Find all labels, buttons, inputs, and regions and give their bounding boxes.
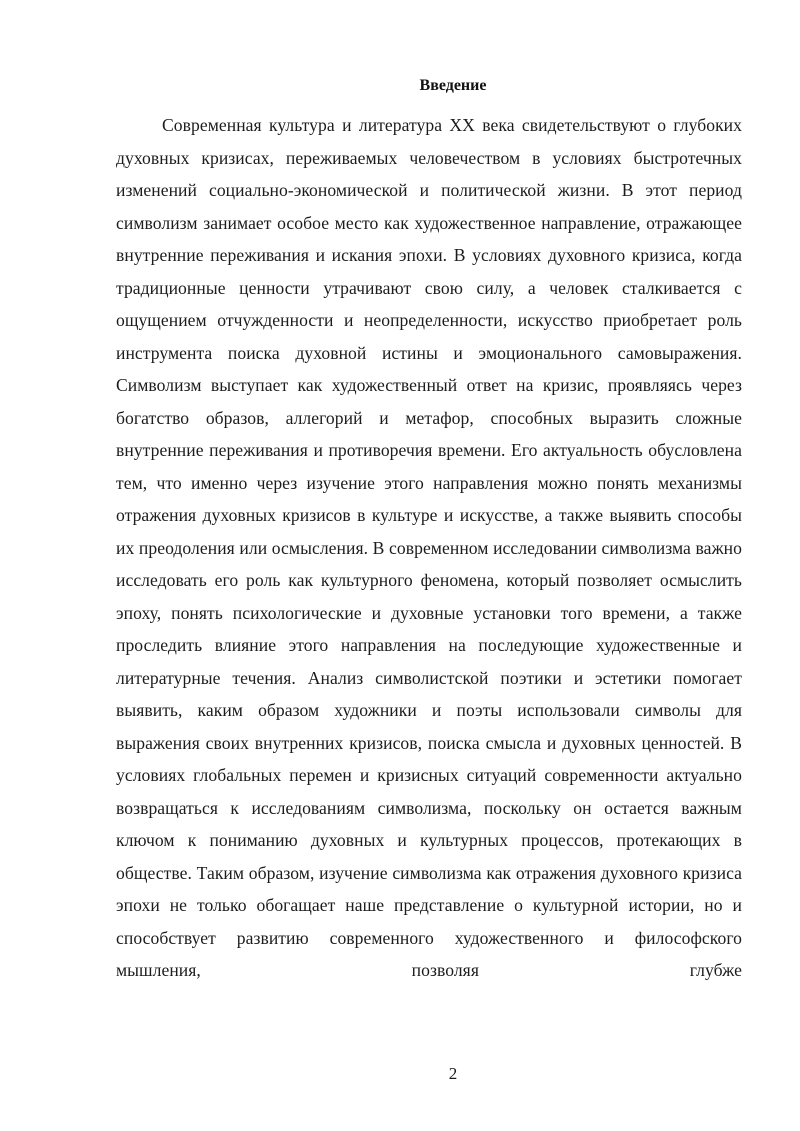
page-number: 2	[448, 1064, 458, 1083]
body-paragraph: Современная культура и литература XX века свидетельствуют о глубоких духовных кризисах, переживаемых человечеством в условиях быстротечных изменений социально-экономической и политической жизни. В этот период символизм занимает особое место как художественное направление, отражающее внутренние переживания и искания эпохи. В условиях духовного кризиса, когда традиционные ценности утрачивают свою силу, а человек сталкивается с ощущением отчужденности и неопределенности, искусство приобретает роль инструмента поиска духовной истины и эмоционального самовыражения. Символизм выступает как художественный ответ на кризис, проявляясь через богатство образов, аллегорий и метафор, способных выразить сложные внутренние переживания и противоречия времени. Его актуальность обусловлена тем, что именно через изучение этого направления можно понять механизмы отражения духовных кризисов в культуре и искусстве, а также выявить способы их преодоления или осмысления. В современном исследовании символизма важно исследовать его роль как культурного феномена, который позволяет осмыслить эпоху, понять психологические и духовные установки того времени, а также проследить влияние этого направления на последующие художественные и литературные течения. Анализ символистской поэтики и эстетики помогает выявить, каким образом художники и поэты использовали символы для выражения своих внутренних кризисов, поиска смысла и духовных ценностей. В условиях глобальных перемен и кризисных ситуаций современности актуально возвращаться к исследованиям символизма, поскольку он остается важным ключом к пониманию духовных и культурных процессов, протекающих в обществе. Таким образом, изучение символизма как отражения духовного кризиса эпохи не только обогащает наше представление о культурной истории, но и способствует развитию современного художественного и философского мышления, позволяя глубже	[116, 115, 742, 980]
section-heading: Введение	[419, 77, 487, 94]
